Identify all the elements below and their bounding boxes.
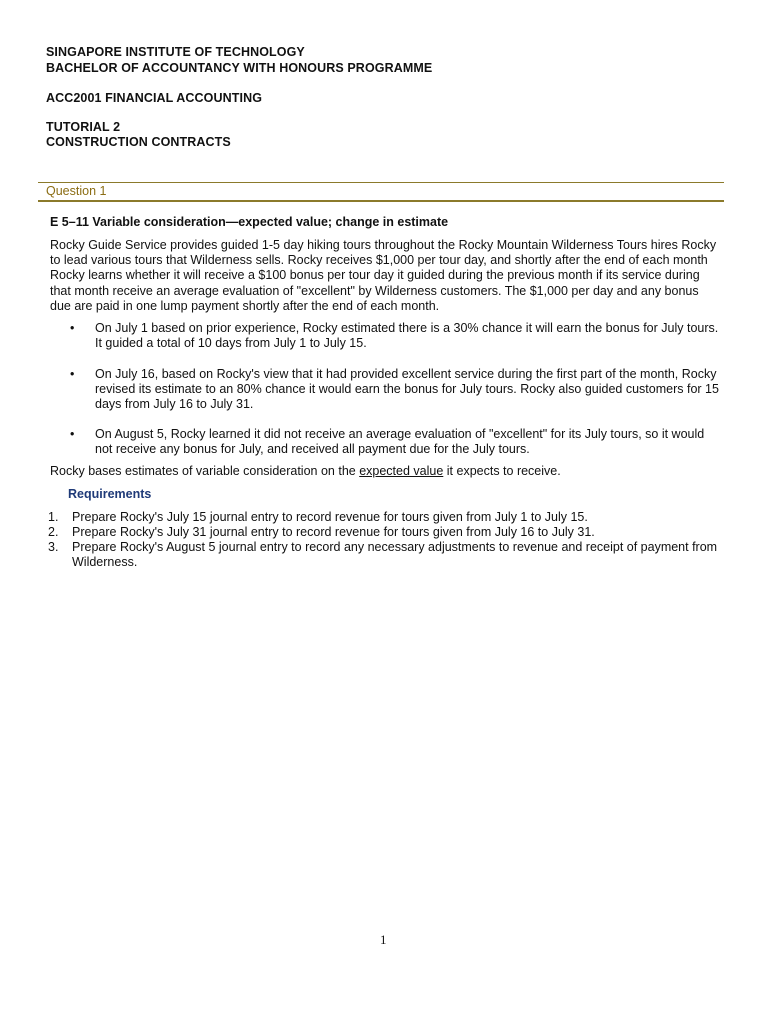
intro-line: Rocky Guide Service provides guided 1-5 day hiking tours throughout the Rocky Mountain Wilderness Tours hires Rocky xyxy=(50,238,717,252)
question-label: Question 1 xyxy=(46,184,107,198)
requirement-number: 1. xyxy=(48,510,59,524)
bullet-line: On July 1 based on prior experience, Rocky estimated there is a 30% chance it will earn the bonus for July tours. xyxy=(95,321,719,335)
intro-line: due are paid in one lump payment shortly after the end of each month. xyxy=(50,298,440,313)
requirements-heading: Requirements xyxy=(68,487,152,501)
requirement-line: Prepare Rocky's July 15 journal entry to record revenue for tours given from July 1 to July 15. xyxy=(72,510,588,524)
question-banner xyxy=(38,182,724,202)
institution-heading: SINGAPORE INSTITUTE OF TECHNOLOGY xyxy=(46,45,305,59)
bullet-line: On July 16, based on Rocky's view that it had provided excellent service during the first part of the month, Rocky xyxy=(95,367,717,381)
exercise-title: E 5–11 Variable consideration—expected value; change in estimate xyxy=(50,215,449,229)
intro-paragraph xyxy=(50,238,730,314)
basis-prefix: Rocky bases estimates of variable consideration on the xyxy=(50,464,360,478)
intro-line: to lead various tours that Wilderness sells. Rocky receives $1,000 per tour day, and shortly after the end of each month xyxy=(50,253,708,268)
bullet-item xyxy=(95,367,730,413)
basis-suffix: it expects to receive. xyxy=(443,464,561,478)
programme-heading: BACHELOR OF ACCOUNTANCY WITH HONOURS PROGRAMME xyxy=(46,61,433,75)
bullet-item xyxy=(95,427,730,457)
requirement-number: 3. xyxy=(48,540,59,554)
topic-heading: CONSTRUCTION CONTRACTS xyxy=(46,135,231,149)
bullet-line: days from July 16 to July 31. xyxy=(95,397,254,412)
page-number: 1 xyxy=(380,932,387,947)
basis-underlined-term: expected value xyxy=(359,464,444,478)
bullet-symbol: • xyxy=(70,321,75,335)
tutorial-heading: TUTORIAL 2 xyxy=(46,120,121,134)
requirement-item xyxy=(72,510,732,525)
estimation-basis-sentence xyxy=(50,464,730,479)
course-heading: ACC2001 FINANCIAL ACCOUNTING xyxy=(46,91,263,105)
bullet-symbol: • xyxy=(70,367,75,381)
requirement-item xyxy=(72,540,732,570)
requirement-line: Prepare Rocky's August 5 journal entry to record any necessary adjustments to revenue and receipt of payment from xyxy=(72,540,718,554)
requirement-number: 2. xyxy=(48,525,59,539)
bullet-line: not receive any bonus for July, and received all payment due for the July tours. xyxy=(95,442,530,457)
requirement-line: Wilderness. xyxy=(72,555,138,570)
bullet-line: It guided a total of 10 days from July 1 to July 15. xyxy=(95,336,367,351)
bullet-item xyxy=(95,321,730,351)
intro-line: Rocky learns whether it will receive a $100 bonus per tour day it guided during the previous month if its service during xyxy=(50,268,700,283)
bullet-line: On August 5, Rocky learned it did not receive an average evaluation of "excellent" for its July tours, so it would xyxy=(95,427,705,441)
requirement-line: Prepare Rocky's July 31 journal entry to record revenue for tours given from July 16 to July 31. xyxy=(72,525,595,539)
bullet-symbol: • xyxy=(70,427,75,441)
bullet-line: revised its estimate to an 80% chance it would earn the bonus for July tours. Rocky also guided customers for 15 xyxy=(95,382,719,397)
requirement-item xyxy=(72,525,732,540)
intro-line: that month receive an average evaluation of "excellent" by Wilderness customers. The $1,000 per day and any bonus xyxy=(50,283,699,298)
